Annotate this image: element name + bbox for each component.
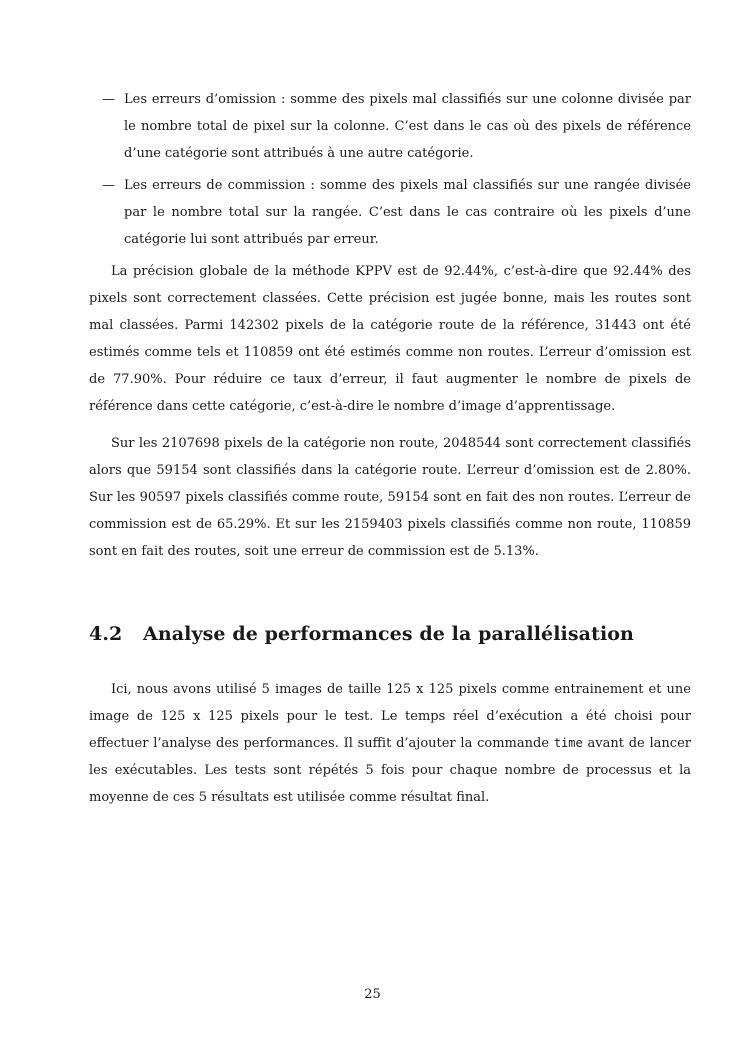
section-number: 4.2	[89, 623, 123, 645]
page-number: 25	[364, 987, 381, 1002]
list-item	[89, 172, 691, 253]
dash-bullet: —	[102, 92, 115, 107]
list-item	[89, 86, 691, 167]
paragraph-precision: La précision globale de la méthode KPPV est de 92.44%, c’est-à-dire que 92.44% des pixels sont correctement classées. Cette précision est jugée bonne, mais les routes sont mal classées. Parmi 142302 pixels de la catégorie route de la référence, 31443 ont été estimés comme tels et 110859 ont été estimés comme non routes. L’erreur d’omission est de 77.90%. Pour réduire ce taux d’erreur, il faut augmenter le nombre de pixels de référence dans cette catégorie, c’est-à-dire le nombre d’image d’apprentissage.	[89, 264, 691, 414]
error-definitions-list	[89, 86, 691, 253]
document-page	[89, 86, 691, 811]
paragraph-performance	[89, 676, 691, 811]
paragraph-non-route: Sur les 2107698 pixels de la catégorie non route, 2048544 sont correctement classifiés alors que 59154 sont classifiés dans la catégorie route. L’erreur d’omission est de 2.80%. Sur les 90597 pixels classifiés comme route, 59154 sont en fait des non routes. L’erreur de commission est de 65.29%. Et sur les 2159403 pixels classifiés comme non route, 110859 sont en fait des routes, soit une erreur de commission est de 5.13%.	[89, 436, 691, 559]
paragraph-text-end: avant de lancer les exécutables. Les tests sont répétés 5 fois pour chaque nombre de processus et la moyenne de ces 5 résultats est utilisée comme résultat final.	[89, 736, 691, 805]
paragraph-text-start: Ici, nous avons utilisé 5 images de taille 125 x 125 pixels comme entrainement et une image de 125 x 125 pixels pour le test. Le temps réel d’exécution a été choisi pour effectuer l’analyse des performances. Il suffit d’ajouter la commande	[89, 682, 691, 751]
section-title: Analyse de performances de la parallélisation	[143, 623, 634, 645]
inline-code-time: time	[553, 736, 583, 750]
list-item-text: Les erreurs d’omission : somme des pixels mal classifiés sur une colonne divisée par le nombre total de pixel sur la colonne. C’est dans le cas où des pixels de référence d’une catégorie sont attribués à une autre catégorie.	[124, 92, 691, 161]
list-item-text: Les erreurs de commission : somme des pixels mal classifiés sur une rangée divisée par le nombre total sur la rangée. C’est dans le cas contraire où les pixels d’une catégorie lui sont attribués par erreur.	[124, 178, 691, 247]
dash-bullet: —	[102, 178, 115, 193]
section-heading	[89, 619, 691, 649]
